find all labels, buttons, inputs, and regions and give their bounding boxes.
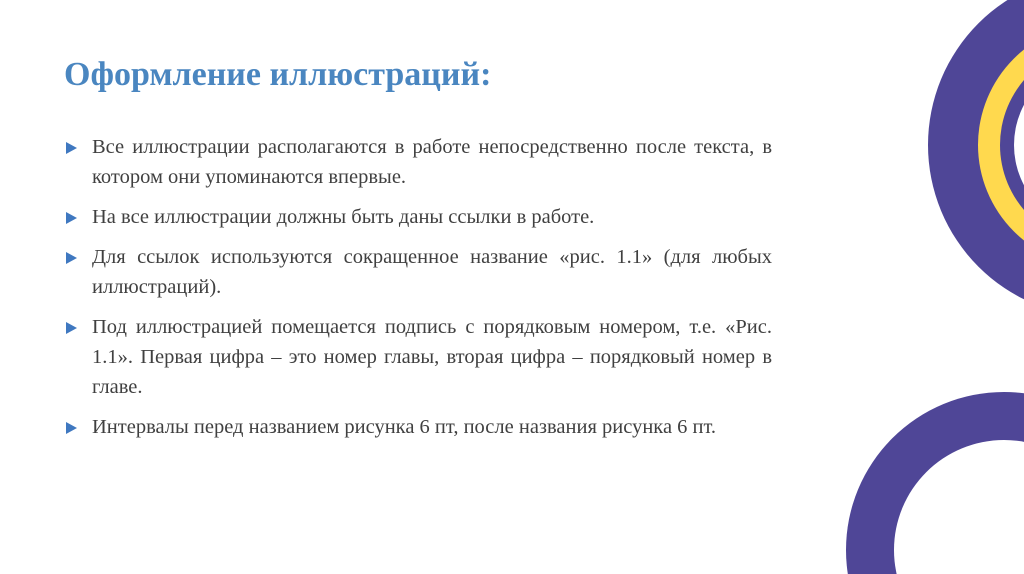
triangle-right-icon <box>66 422 77 434</box>
bullet-item <box>66 412 772 442</box>
bullet-text: На все иллюстрации должны быть даны ссылки в работе. <box>92 206 595 228</box>
bullet-item <box>66 132 772 192</box>
triangle-right-icon <box>66 322 77 334</box>
bullet-text: Интервалы перед названием рисунка 6 пт, после названия рисунка 6 пт. <box>92 416 717 438</box>
slide-title: Оформление иллюстраций: <box>64 56 492 93</box>
bullet-text: Все иллюстрации располагаются в работе непосредственно после текста, в котором они упоминаются впервые. <box>92 136 772 188</box>
bullet-list <box>66 132 772 452</box>
triangle-right-icon <box>66 252 77 264</box>
bullet-item <box>66 202 772 232</box>
triangle-right-icon <box>66 212 77 224</box>
bullet-text: Под иллюстрацией помещается подпись с порядковым номером, т.е. «Рис. 1.1». Первая цифра – это номер главы, вторая цифра – порядковый номер в главе. <box>92 316 772 398</box>
bullet-item <box>66 242 772 302</box>
bullet-item <box>66 312 772 402</box>
triangle-right-icon <box>66 142 77 154</box>
bullet-text: Для ссылок используются сокращенное название «рис. 1.1» (для любых иллюстраций). <box>92 246 772 298</box>
